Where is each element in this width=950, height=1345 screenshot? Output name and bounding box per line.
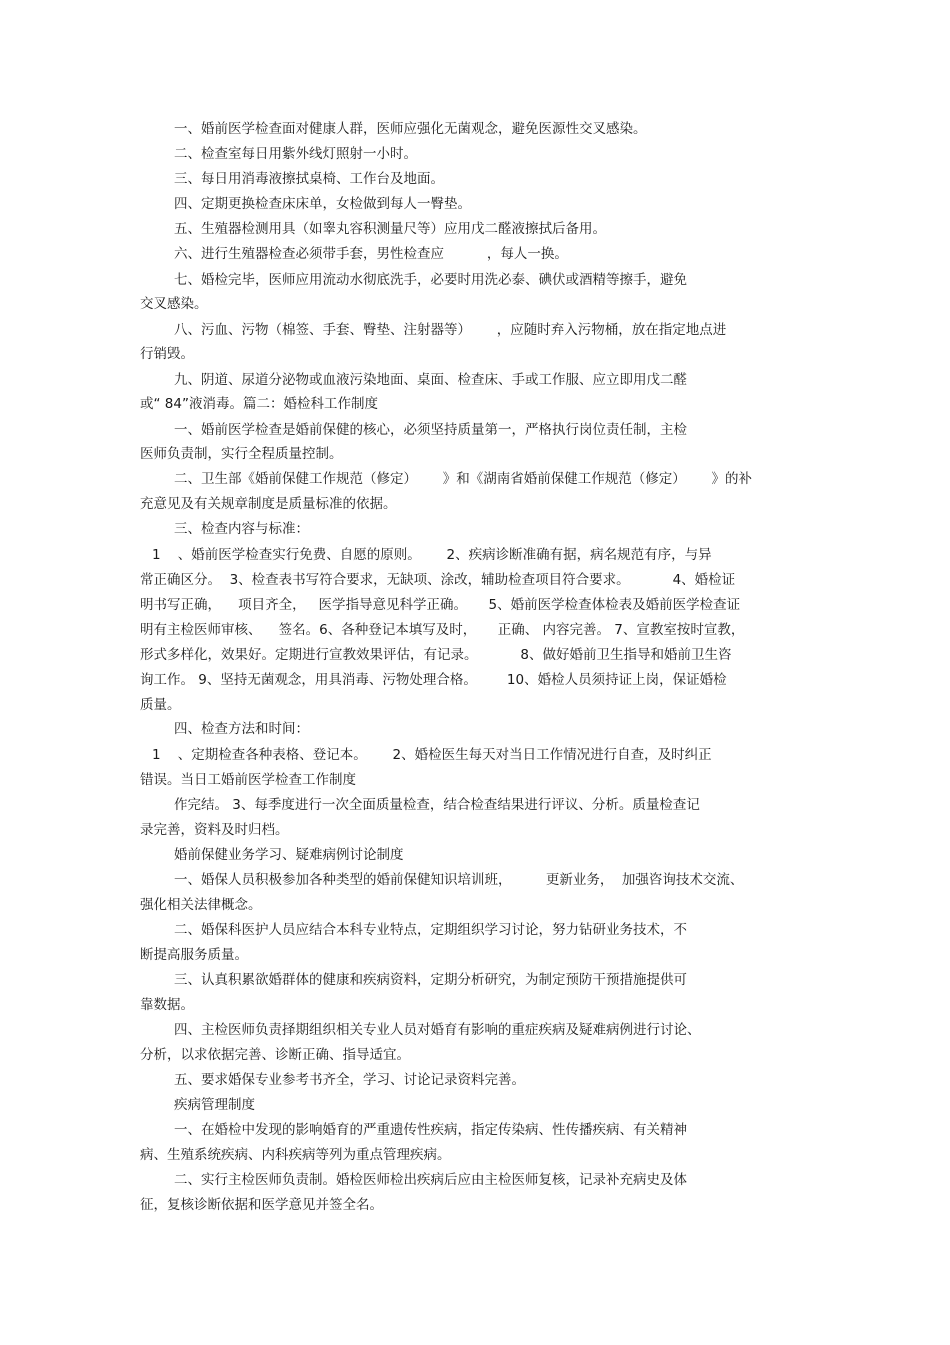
text-line: 病、生殖系统疾病、内科疾病等列为重点管理疾病。 [140,1147,451,1163]
text-line: 四、检查方法和时间： [174,721,309,737]
text-line: 断提高服务质量。 [140,947,248,963]
text-line: 作完结。 3、每季度进行一次全面质量检查，结合检查结果进行评议、分析。质量检查记 [174,797,700,813]
text-line: 五、要求婚保专业参考书齐全，学习、讨论记录资料完善。 [174,1072,525,1088]
text-line: 六、进行生殖器检查必须带手套，男性检查应 ，每人一换。 [174,246,568,262]
text-line: 四、主检医师负责择期组织相关专业人员对婚育有影响的重症疾病及疑难病例进行讨论、 [174,1022,701,1038]
text-line: 医师负责制，实行全程质量控制。 [140,446,343,462]
text-line: 三、检查内容与标准： [174,521,309,537]
text-line: 七、婚检完毕，医师应用流动水彻底洗手，必要时用洗必泰、碘伏或酒精等擦手，避免 [174,272,687,288]
text-line: 四、定期更换检查床床单，女检做到每人一臀垫。 [174,196,471,212]
text-line: 五、生殖器检测用具（如睾丸容积测量尺等）应用戊二醛液擦拭后备用。 [174,221,606,237]
text-line: 强化相关法律概念。 [140,897,262,913]
text-line: 分析，以求依据完善、诊断正确、指导适宜。 [140,1047,410,1063]
text-line: 或“ 84”液消毒。篇二：婚检科工作制度 [140,396,378,412]
text-line: 一、婚前医学检查是婚前保健的核心，必须坚持质量第一，严格执行岗位责任制，主检 [174,422,687,438]
section-heading: 疾病管理制度 [174,1097,255,1113]
text-line: 一、婚前医学检查面对健康人群，医师应强化无菌观念，避免医源性交叉感染。 [174,121,647,137]
text-line: 二、检查室每日用紫外线灯照射一小时。 [174,146,417,162]
text-line: 二、婚保科医护人员应结合本科专业特点，定期组织学习讨论，努力钻研业务技术，不 [174,922,687,938]
text-line: 1 、婚前医学检查实行免费、自愿的原则。 2、疾病诊断准确有据，病名规范有序，与异 [152,547,712,563]
text-line: 三、认真积累欲婚群体的健康和疾病资料，定期分析研究，为制定预防干预措施提供可 [174,972,687,988]
text-line: 三、每日用消毒液擦拭桌椅、工作台及地面。 [174,171,444,187]
text-line: 二、实行主检医师负责制。婚检医师检出疾病后应由主检医师复核，记录补充病史及体 [174,1172,687,1188]
text-line: 九、阴道、尿道分泌物或血液污染地面、桌面、检查床、手或工作服、应立即用戊二醛 [174,372,687,388]
section-heading: 婚前保健业务学习、疑难病例讨论制度 [174,847,404,863]
text-line: 质量。 [140,697,181,713]
text-line: 询工作。 9、坚持无菌观念，用具消毒、污物处理合格。 10、婚检人员须持证上岗，保证婚检 [140,672,727,688]
text-line: 征，复核诊断依据和医学意见并签全名。 [140,1197,383,1213]
text-line: 二、卫生部《婚前保健工作规范（修定） 》和《湖南省婚前保健工作规范（修定） 》的补 [174,471,752,487]
text-line: 八、污血、污物（棉签、手套、臀垫、注射器等） ，应随时弃入污物桶，放在指定地点进 [174,322,727,338]
text-line: 1 、定期检查各种表格、登记本。 2、婚检医生每天对当日工作情况进行自查，及时纠正 [152,747,712,763]
text-line: 靠数据。 [140,997,194,1013]
text-line: 明书写正确， 项目齐全， 医学指导意见科学正确。 5、婚前医学检查体检表及婚前医学检查证 [140,597,741,613]
text-line: 一、在婚检中发现的影响婚育的严重遗传性疾病，指定传染病、性传播疾病、有关精神 [174,1122,687,1138]
text-line: 充意见及有关规章制度是质量标准的依据。 [140,496,397,512]
text-line: 错误。当日工婚前医学检查工作制度 [140,772,356,788]
text-line: 明有主检医师审核、 签名。6、各种登记本填写及时， 正确、 内容完善。 7、宣教室按时宣教， [140,622,745,638]
text-line: 录完善，资料及时归档。 [140,822,289,838]
text-line: 常正确区分。 3、检查表书写符合要求，无缺项、涂改，辅助检查项目符合要求。 4、婚检证 [140,572,736,588]
text-line: 形式多样化，效果好。定期进行宣教效果评估，有记录。 8、做好婚前卫生指导和婚前卫生咨 [140,647,732,663]
text-line: 一、婚保人员积极参加各种类型的婚前保健知识培训班， 更新业务， 加强咨询技术交流、 [174,872,744,888]
text-line: 行销毁。 [140,346,194,362]
text-line: 交叉感染。 [140,296,208,312]
